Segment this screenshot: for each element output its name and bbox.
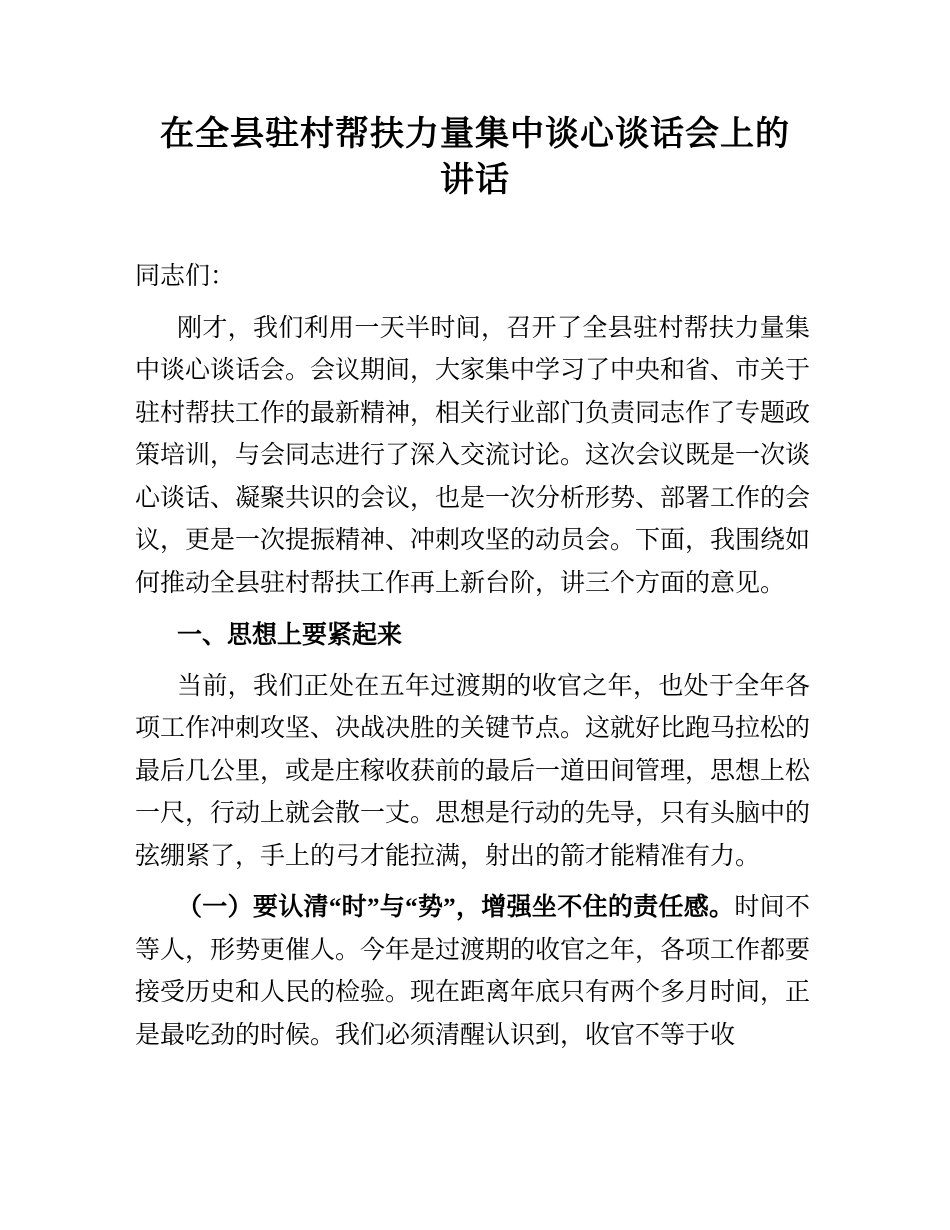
document-title: 在全县驻村帮扶力量集中谈心谈话会上的讲话 (160, 116, 790, 199)
subpoint-1-text: 时间不等人，形势更催人。今年是过渡期的收官之年，各项工作都要接受历史和人民的检验。现在距离年底只有两个多月时间，正是最吃劲的时候。我们必须清醒认识到，收官不等于收 (135, 894, 811, 1049)
paragraph-section1-intro: 当前，我们正处在五年过渡期的收官之年，也处于全年各项工作冲刺攻坚、决战决胜的关键节点。这就好比跑马拉松的最后几公里，或是庄稼收获前的最后一道田间管理，思想上松一尺，行动上就会散一丈。思想是行动的先导，只有头脑中的弦绷紧了，手上的弓才能拉满，射出的箭才能精准有力。 (135, 672, 811, 870)
paragraph-subpoint-1 (135, 887, 810, 1057)
subpoint-1-lead: （一）要认清“时”与“势”，增强坐不住的责任感。 (177, 894, 735, 921)
section-heading-1: 一、思想上要紧起来 (177, 621, 403, 649)
document-body (135, 256, 810, 1057)
paragraph-opening: 刚才，我们利用一天半时间，召开了全县驻村帮扶力量集中谈心谈话会。会议期间，大家集中学习了中央和省、市关于驻村帮扶工作的最新精神，相关行业部门负责同志作了专题政策培训，与会同志进行了深入交流讨论。这次会议既是一次谈心谈话、凝聚共识的会议，也是一次分析形势、部署工作的会议，更是一次提振精神、冲刺攻坚的动员会。下面，我围绕如何推动全县驻村帮扶工作再上新台阶，讲三个方面的意见。 (135, 314, 811, 597)
salutation: 同志们： (135, 263, 236, 290)
